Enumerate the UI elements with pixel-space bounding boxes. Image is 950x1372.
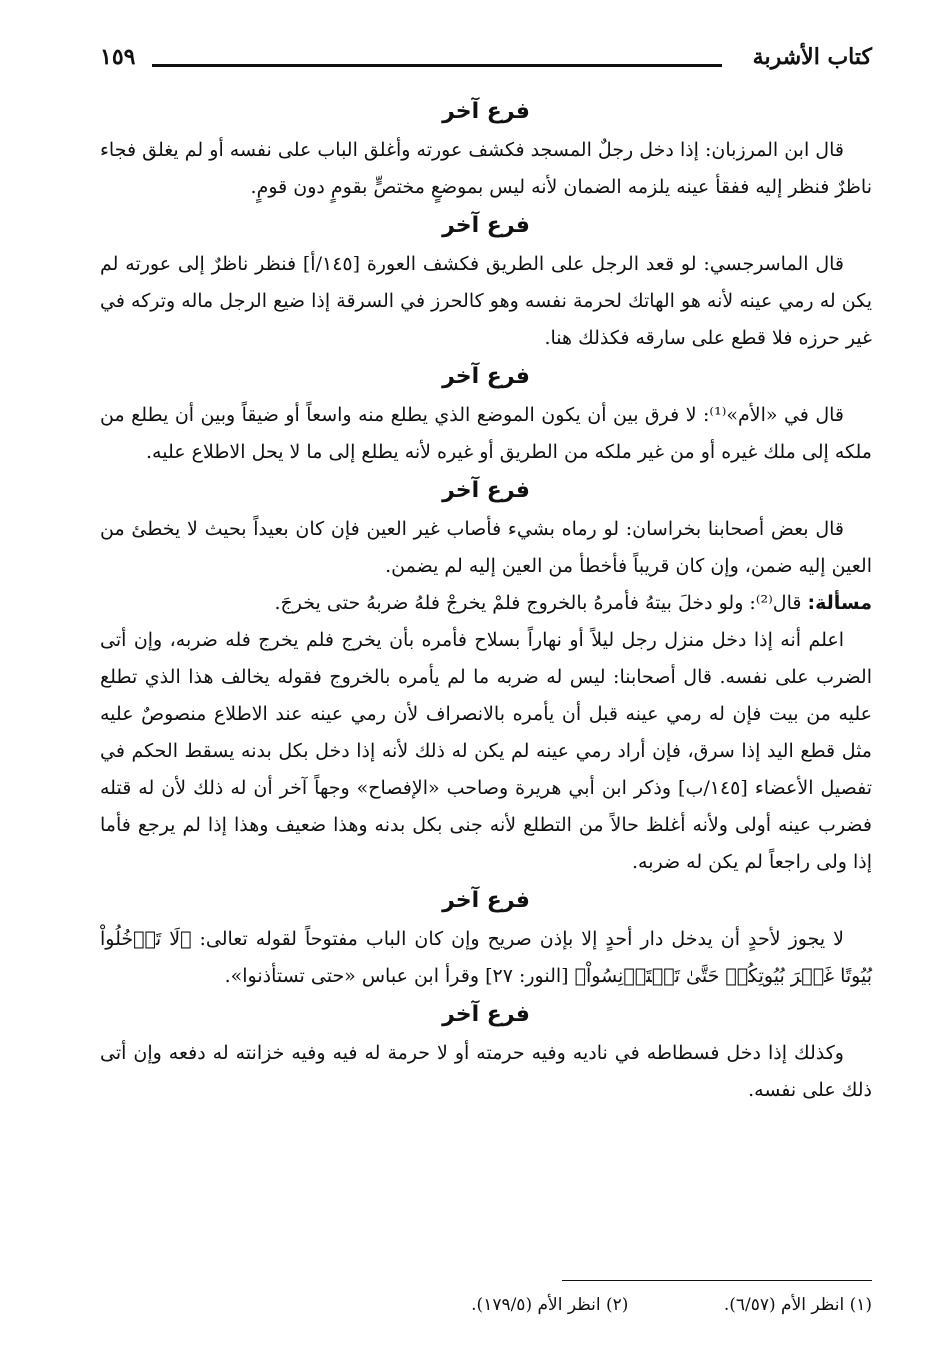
page-header (100, 44, 872, 84)
section-title: فرع آخر (442, 99, 530, 124)
masala-text: قال⁽²⁾: ولو دخلَ بيتهُ فأمرهُ بالخروج فلمْ يخرجْ فلهُ ضربهُ حتى يخرجَ. (274, 592, 802, 614)
paragraph: قال بعض أصحابنا بخراسان: لو رماه بشيء فأصاب غير العين فإن كان بعيداً بحيث لا يخطئ من العين إليه ضمن، وإن كان قريباً فأخطأ من العين إليه لم يضمن. (100, 518, 872, 577)
paragraph: قال الماسرجسي: لو قعد الرجل على الطريق فكشف العورة [١٤٥/أ] فنظر ناظرٌ إلى عورته لم يكن له رمي عينه لأنه هو الهاتك لحرمة نفسه وهو كالحرز في السرقة إذا ضيع الرجل ماله وتركه في غير حرزه فلا قطع على سارقه فكذلك هنا. (100, 253, 872, 349)
page-body (100, 92, 872, 1109)
masala-paragraph (100, 585, 872, 622)
paragraph: اعلم أنه إذا دخل منزل رجل ليلاً أو نهاراً بسلاح فأمره بأن يخرج فلم يخرج فله ضربه، وإن أتى الضرب على نفسه. قال أصحابنا: ليس له ضربه ما لم يأمره بالخروج فقوله يخالف هذا الذي تطلع عليه من بيت فإن له رمي عينه قبل أن يأمره بالانصراف لأن رمي عينه عند الاطلاع منصوصٌ عليه مثل قطع اليد إذا سرق، فإن أراد رمي عينه لم يكن له ذلك لأنه إذا دخل بكل بدنه يسقط الحكم في تفصيل الأعضاء [١٤٥/ب] وذكر ابن أبي هريرة وصاحب «الإفصاح» وجهاً آخر أن له ذلك لأن له قتله فضرب عينه أولى ولأنه أغلظ حالاً من التطلع لأنه جنى بكل بدنه وهذا ضعيف وهذا إذا لم يرجع فأما إذا ولى راجعاً لم يكن له ضربه. (100, 629, 872, 873)
footnote-2: (٢) انظر الأم (١٧٩/٥). (471, 1295, 629, 1315)
section-title: فرع آخر (442, 888, 530, 913)
paragraph: لا يجوز لأحدٍ أن يدخل دار أحدٍ إلا بإذن صريح وإن كان الباب مفتوحاً لقوله تعالى: ﴿لَا تَدۡخُلُواْ بُيُوتًا غَيۡرَ بُيُوتِكُمۡ حَتَّىٰ تَسۡتَأۡنِسُواْ﴾ [النور: ٢٧] وقرأ ابن عباس «حتى تستأذنوا». (100, 928, 872, 987)
page-number: ١٥٩ (100, 44, 136, 70)
footnote-1: (١) انظر الأم (٦/٥٧). (723, 1295, 872, 1315)
header-rule (152, 64, 722, 67)
section-title: فرع آخر (442, 364, 530, 389)
paragraph: قال في «الأم»⁽¹⁾: لا فرق بين أن يكون الموضع الذي يطلع منه واسعاً أو ضيقاً وبين أن يطلع من ملكه إلى ملك غيره أو من غير ملكه من الطريق أو غيره لأنه يطلع إلى ما لا يحل الاطلاع عليه. (100, 404, 872, 463)
paragraph: وكذلك إذا دخل فسطاطه في ناديه وفيه حرمته أو لا حرمة له فيه وفيه خزانته له دفعه وإن أتى ذلك على نفسه. (100, 1042, 872, 1101)
footnote-rule (562, 1280, 872, 1281)
paragraph: قال ابن المرزبان: إذا دخل رجلٌ المسجد فكشف عورته وأغلق الباب على نفسه أو لم يغلق فجاء ناظرٌ فنظر إليه ففقأ عينه يلزمه الضمان لأنه ليس بموضعٍ مختصٍّ بقومٍ دون قومٍ. (100, 139, 872, 198)
section-title: فرع آخر (442, 1002, 530, 1027)
section-title: فرع آخر (442, 213, 530, 238)
running-title: كتاب الأشربة (752, 44, 872, 70)
masala-label: مسألة: (807, 592, 872, 614)
footnotes (100, 1295, 872, 1315)
section-title: فرع آخر (442, 478, 530, 503)
